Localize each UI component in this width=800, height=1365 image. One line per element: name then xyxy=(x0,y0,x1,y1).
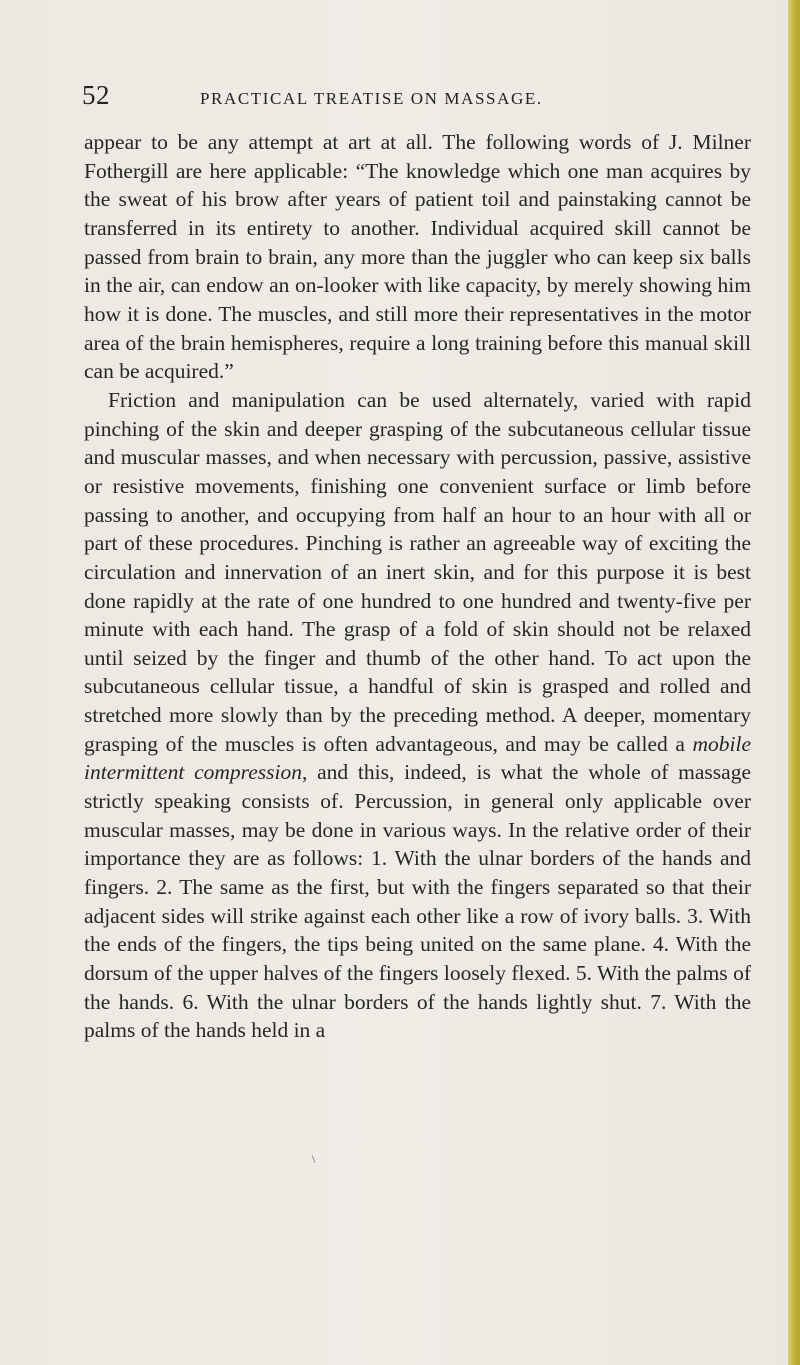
stray-mark: \ xyxy=(312,1152,316,1166)
paragraph-2-part-a: Friction and manipulation can be used alternately, varied with rapid pinching of the skin and deeper grasping of the subcutaneous cellular tissue and muscular masses, and when necessary with percussion, passive, assistive or resistive movements, finishing one convenient surface or limb before passing to another, and occupying from half an hour to an hour with all or part of these procedures. Pinching is rather an agreeable way of exciting the circulation and innervation of an inert skin, and for this purpose it is best done rapidly at the rate of one hundred to one hundred and twenty-five per minute with each hand. The grasp of a fold of skin should not be relaxed until seized by the finger and thumb of the other hand. To act upon the subcutaneous cellular tissue, a handful of skin is grasped and rolled and stretched more slowly than by the preceding method. A deeper, momentary grasping of the muscles is often advantageous, and may be called a xyxy=(84,387,751,756)
page-number: 52 xyxy=(82,80,110,110)
body-text xyxy=(84,128,751,1045)
italic-term: mobile intermittent compression xyxy=(84,731,752,785)
paragraph-2-part-b: , and this, indeed, is what the whole of massage strictly speaking consists of. Percussion, in general only applicable over muscular masses, may be done in various ways. In the relative order of their importance they are as follows: 1. With the ulnar borders of the hands and fingers. 2. The same as the first, but with the fingers separated so that their adjacent sides will strike against each other like a row of ivory balls. 3. With the ends of the fingers, the tips being united on the same plane. 4. With the dorsum of the upper halves of the fingers loosely flexed. 5. With the palms of the hands. 6. With the ulnar borders of the hands lightly shut. 7. With the palms of the hands held in a xyxy=(84,760,751,1043)
running-head: PRACTICAL TREATISE ON MASSAGE. xyxy=(200,89,543,108)
paragraph-1: appear to be any attempt at art at all. The following words of J. Milner Fothergill are here applicable: “The knowledge which one man acquires by the sweat of his brow after years of patient toil and painstaking cannot be transferred in its entirety to another. Individual acquired skill cannot be passed from brain to brain, any more than the juggler who can keep six balls in the air, can endow an on-looker with like capacity, by merely showing him how it is done. The muscles, and still more their representatives in the motor area of the brain hemispheres, require a long training before this manual skill can be acquired.” xyxy=(84,130,751,384)
page-edge xyxy=(788,0,800,1365)
paragraph-2 xyxy=(84,386,751,1045)
